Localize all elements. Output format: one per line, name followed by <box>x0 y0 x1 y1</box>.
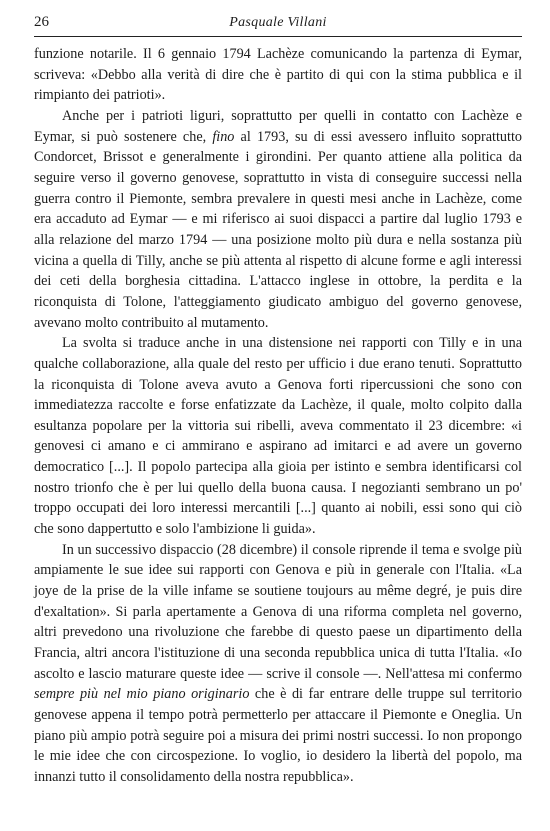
paragraph-2-segment-1: Anche per i patrioti liguri, soprattutto per quelli in contatto con Lachèze e Eymar, si può sostenere che, <box>34 107 522 145</box>
running-head <box>34 14 522 37</box>
paragraph-4-segment-3: che è di far entrare delle truppe sul territorio genovese appena il tempo potrà permetterlo per attaccare il Piemonte e Oneglia. Un piano più ampio potrà seguire poi a misura dei primi nostri successi. Io non propongo le mie idee che con circospezione. Io voglio, io desidero la libertà del popolo, ma innanzi tutto il consolidamento della nostra repubblica». <box>34 686 522 785</box>
paragraph-4-segment-1: In un successivo dispaccio (28 dicembre) il console riprende il tema e svolge più ampiamente le sue idee sui rapporti con Genova e più in generale con l'Italia. «La joye de la prise de la ville infame se soutiene toujours au même degré, je puis dire d'exaltation». Si parla apertamente a Genova di una riforma completa nel governo, altri prevedono una rivoluzione che farebbe di questo paese un dipartimento della Francia, altri ancora l'istituzione di una seconda repubblica unica di tutta l'Italia. «Io ascolto e lascio maturare queste idee — scrive il console —. Nell'attesa mi confermo <box>34 541 522 682</box>
page-number: 26 <box>34 14 49 30</box>
paragraph-2-segment-3: al 1793, su di essi avessero influito soprattutto Condorcet, Brissot e generalmente i girondini. Per quanto attiene alla politica da seguire verso il governo genovese, soprattutto in vista di conseguire successi nella guerra contro il Piemonte, sembra prevalere in questi mesi anche in Lachèze, come era accaduto ad Eymar — e mi riferisco ai suoi dispacci a partire dal luglio 1793 e alla relazione del marzo 1794 — una posizione molto più dura e nella sostanza più vicina a quella di Tilly, anche se più attenta al rispetto di alcune forme e agli interessi dei ceti della borghesia cittadina. L'attacco inglese in ottobre, la perdita e la riconquista di Tolone, l'atteggiamento giudicato ambiguo del governo genovese, avevano molto contribuito al mutamento. <box>34 128 523 331</box>
paragraph-1 <box>34 44 522 106</box>
body-text <box>34 44 522 788</box>
book-page <box>34 14 522 788</box>
paragraph-2 <box>34 106 522 333</box>
paragraph-1-segment-1: funzione notarile. Il 6 gennaio 1794 Lachèze comunicando la partenza di Eymar, scriveva: «Debbo alla verità di dire che è partito di qui con la stima pubblica e il rimpianto dei patrioti». <box>34 46 522 104</box>
running-title: Pasquale Villani <box>229 15 327 30</box>
paragraph-3 <box>34 333 522 540</box>
paragraph-2-italic-segment: fino <box>212 128 235 145</box>
paragraph-4 <box>34 540 522 788</box>
paragraph-3-segment-1: La svolta si traduce anche in una distensione nei rapporti con Tilly e in una qualche collaborazione, alla quale del resto per ufficio i due erano tenuti. Soprattutto la riconquista di Tolone aveva avuto a Genova forti ripercussioni che sono con immediatezza raccolte e forse enfatizzate da Lachèze, il quale, molto colpito dalla esultanza popolare per la vittoria sui ribelli, aveva commentato il 23 dicembre: «i genovesi ci amano e ci ammirano e aspirano ad imitarci e ad avere un governo democratico [...]. Il popolo partecipa alla gioia per istinto e sembra identificarsi col nostro trionfo che è per lui quello della buona causa. I negozianti sembrano un po' troppo occupati dei loro interessi mercantili [...] quanto ai nobili, essi sono qui ciò che sono dappertutto e solo l'ambizione li guida». <box>34 335 522 538</box>
paragraph-4-italic-segment: sempre più nel mio piano originario <box>34 686 250 703</box>
